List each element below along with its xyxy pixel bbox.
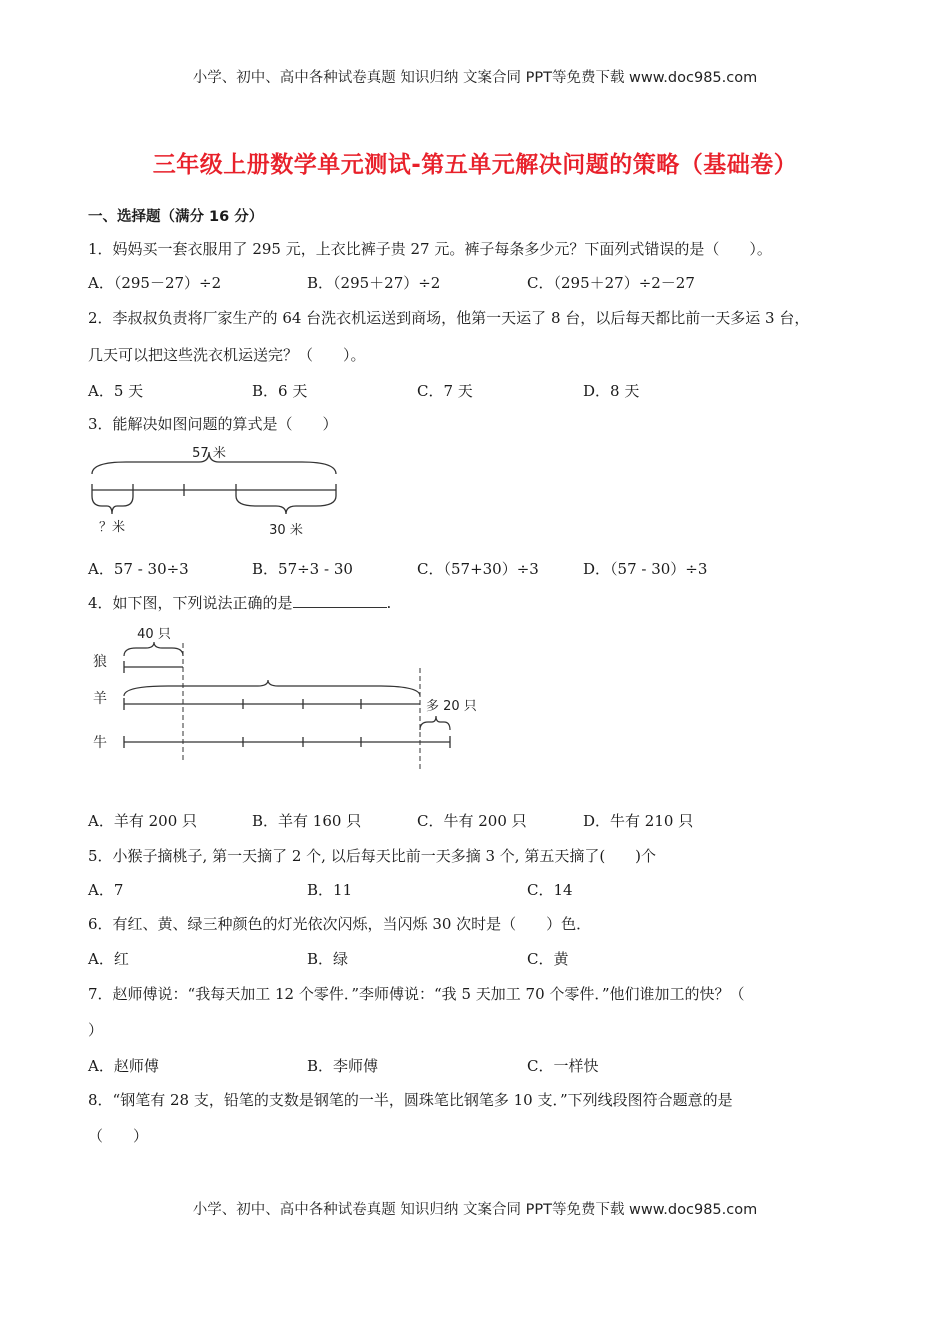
- q4-label-cow: 牛: [93, 735, 107, 751]
- q3-unknown-label: ？米: [98, 520, 126, 535]
- q3-total-label: 57 米: [192, 446, 226, 461]
- q7-stem-line2: ）: [88, 1021, 104, 1039]
- q2-stem-line1: 2．李叔叔负责将厂家生产的 64 台洗衣机运送到商场，他第一天运了 8 台，以后每天都比前一天多运 3 台，: [88, 309, 810, 327]
- q3-option-d[interactable]: D．（57 - 30）÷3: [583, 560, 708, 578]
- q3-unknown-brace: [92, 496, 133, 514]
- q4-option-c[interactable]: C．牛有 200 只: [417, 812, 527, 830]
- q4-option-a[interactable]: A．羊有 200 只: [88, 812, 197, 830]
- q6-option-c[interactable]: C．黄: [527, 950, 569, 968]
- page-footer: 小学、初中、高中各种试卷真题 知识归纳 文案合同 PPT等免费下载 www.doc985.com: [192, 1202, 758, 1218]
- q7-stem-line1: 7．赵师傅说：“我每天加工 12 个零件．”李师傅说：“我 5 天加工 70 个零件．”他们谁加工的快？（: [88, 985, 745, 1003]
- q1-stem: 1．妈妈买一套衣服用了 295 元，上衣比裤子贵 27 元。裤子每条多少元？下面列式错误的是（ ）。: [88, 240, 772, 258]
- q4-more-brace: [420, 716, 450, 730]
- q1-option-b[interactable]: B．（295＋27）÷2: [307, 274, 441, 292]
- q1-option-c[interactable]: C．（295＋27）÷2－27: [527, 274, 695, 292]
- q4-wolf-count-label: 40 只: [137, 627, 171, 642]
- page-header: 小学、初中、高中各种试卷真题 知识归纳 文案合同 PPT等免费下载 www.doc985.com: [192, 70, 758, 86]
- q4-answer-blank[interactable]: [293, 593, 387, 608]
- q3-option-c[interactable]: C．（57+30）÷3: [417, 560, 539, 578]
- q2-option-c[interactable]: C．7 天: [417, 382, 473, 400]
- q2-stem-line2: 几天可以把这些洗衣机运送完？（ ）。: [88, 346, 366, 364]
- document-title: 三年级上册数学单元测试-第五单元解决问题的策略（基础卷）: [152, 152, 798, 178]
- q4-label-wolf: 狼: [93, 654, 107, 670]
- q3-part-label: 30 米: [269, 523, 303, 538]
- q5-option-c[interactable]: C．14: [527, 881, 573, 899]
- q1-option-a[interactable]: A．（295－27）÷2: [88, 274, 222, 292]
- q4-option-b[interactable]: B．羊有 160 只: [252, 812, 362, 830]
- q5-option-b[interactable]: B．11: [307, 881, 353, 899]
- q4-stem: [88, 592, 391, 613]
- q5-option-a[interactable]: A．7: [88, 881, 124, 899]
- q7-option-c[interactable]: C．一样快: [527, 1057, 599, 1075]
- q4-more-label: 多 20 只: [426, 699, 477, 714]
- q6-option-b[interactable]: B．绿: [307, 950, 349, 968]
- q8-stem-line2: （ ）: [88, 1127, 149, 1145]
- q2-option-d[interactable]: D．8 天: [583, 382, 640, 400]
- q8-stem-line1: 8．“钢笔有 28 支，铅笔的支数是钢笔的一半，圆珠笔比钢笔多 10 支．”下列线段图符合题意的是: [88, 1091, 733, 1109]
- q3-option-b[interactable]: B．57÷3 - 30: [252, 560, 353, 578]
- section-heading: 一、选择题（满分 16 分）: [88, 209, 264, 225]
- q4-sheep-brace: [124, 680, 420, 696]
- q6-option-a[interactable]: A．红: [88, 950, 129, 968]
- q5-stem: 5．小猴子摘桃子, 第一天摘了 2 个, 以后每天比前一天多摘 3 个, 第五天摘了( )个: [88, 847, 657, 865]
- q7-option-a[interactable]: A．赵师傅: [88, 1057, 159, 1075]
- q3-stem: 3．能解决如图问题的算式是（ ）: [88, 415, 338, 433]
- q3-part-brace: [236, 496, 336, 514]
- q6-stem: 6．有红、黄、绿三种颜色的灯光依次闪烁，当闪烁 30 次时是（ ）色．: [88, 915, 592, 933]
- q4-label-sheep: 羊: [93, 691, 107, 707]
- q2-option-a[interactable]: A．5 天: [88, 382, 144, 400]
- q4-stem-text: 4．如下图，下列说法正确的是: [88, 594, 293, 612]
- q2-option-b[interactable]: B．6 天: [252, 382, 308, 400]
- q7-option-b[interactable]: B．李师傅: [307, 1057, 379, 1075]
- q4-segment-diagram: [88, 620, 488, 775]
- q3-segment-diagram: [86, 440, 356, 545]
- q3-option-a[interactable]: A．57 - 30÷3: [88, 560, 189, 578]
- q4-stem-end: .: [386, 594, 392, 612]
- q4-option-d[interactable]: D．牛有 210 只: [583, 812, 694, 830]
- q4-wolf-brace: [124, 642, 183, 656]
